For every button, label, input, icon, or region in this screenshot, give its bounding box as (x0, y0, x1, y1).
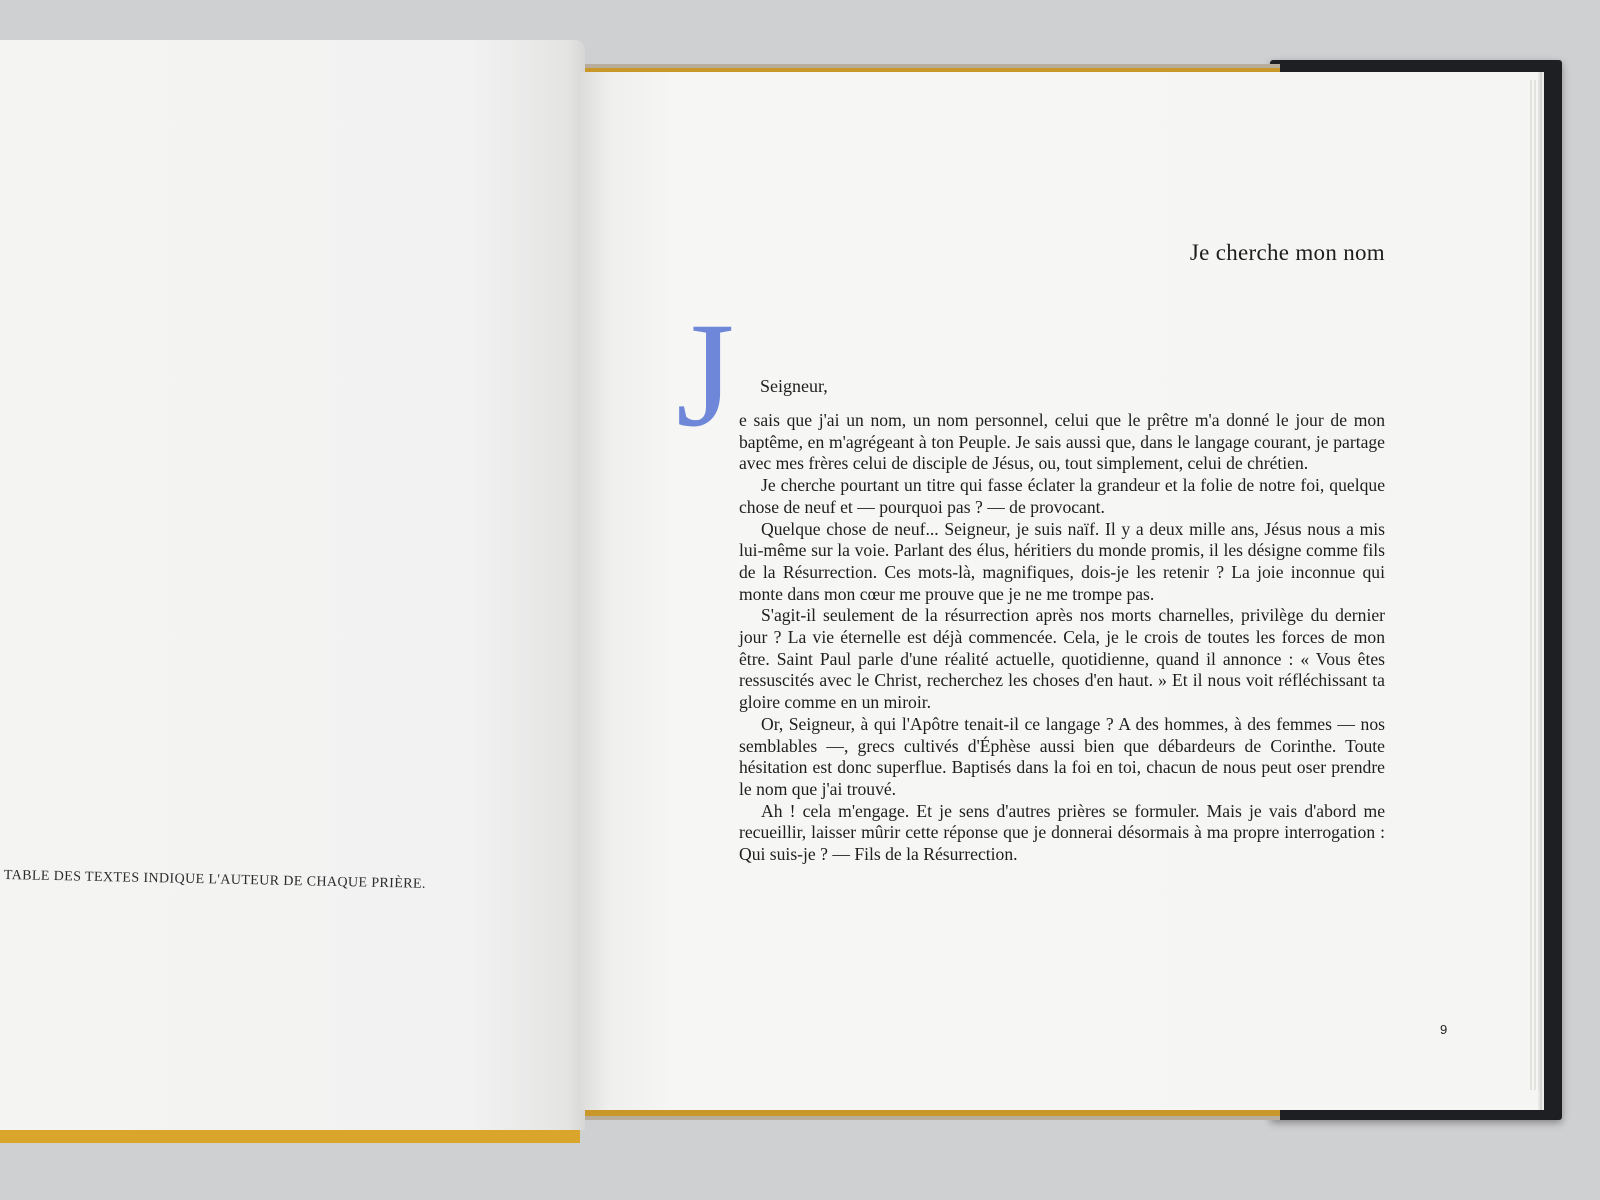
paragraph: S'agit-il seulement de la résurrection après nos morts charnelles, privilège du dernier jour ? La vie éternelle est déjà commencée. Cela, je le crois de toutes les forces de mon être. Saint Paul parle d'une réalité actuelle, quotidienne, quand il annonce : « Vous êtes ressuscités avec le Christ, recherchez les choses d'en haut. » Et il nous voit réfléchissant ta gloire comme en un miroir. (739, 605, 1385, 713)
left-page (0, 40, 585, 1130)
paragraph: Ah ! cela m'engage. Et je sens d'autres prières se formuler. Mais je vais d'abord me recueillir, laisser mûrir cette réponse que je donnerai désormais à ma propre interrogation : Qui suis-je ? — Fils de la Résurrection. (739, 800, 1385, 865)
paragraph: Or, Seigneur, à qui l'Apôtre tenait-il ce langage ? A des hommes, à des femmes — nos semblables —, grecs cultivés d'Éphèse aussi bien que débardeurs de Corinthe. Toute hésitation est donc superflue. Baptisés dans la foi en toi, chacun de nous peut oser prendre le nom que j'ai trouvé. (739, 713, 1385, 799)
left-page-note: TABLE DES TEXTES INDIQUE L'AUTEUR DE CHAQUE PRIÈRE. (3, 868, 426, 892)
body-text (739, 410, 1385, 866)
paragraph: Je cherche pourtant un titre qui fasse éclater la grandeur et la folie de notre foi, quelque chose de neuf et — pourquoi pas ? — de provocant. (739, 475, 1385, 517)
paragraph: Quelque chose de neuf... Seigneur, je suis naïf. Il y a deux mille ans, Jésus nous a mis lui-même sur la voie. Parlant des élus, héritiers du monde promis, il les désigne comme fils de la Résurrection. Ces mots-là, magnifiques, dois-je les retenir ? La joie inconnue qui monte dans mon cœur me prouve que je ne me trompe pas. (739, 518, 1385, 604)
page-number: 9 (1440, 1022, 1448, 1037)
drop-cap: J (676, 292, 735, 458)
page-title: Je cherche mon nom (1189, 240, 1385, 265)
salutation: Seigneur, (760, 376, 828, 396)
paragraph: e sais que j'ai un nom, un nom personnel, celui que le prêtre m'a donné le jour de mon baptême, en m'agrégeant à ton Peuple. Je sais aussi que, dans le langage courant, je partage avec mes frères celui de disciple de Jésus, ou, tout simplement, celui de chrétien. (739, 410, 1385, 474)
page-edges (1530, 80, 1540, 1090)
